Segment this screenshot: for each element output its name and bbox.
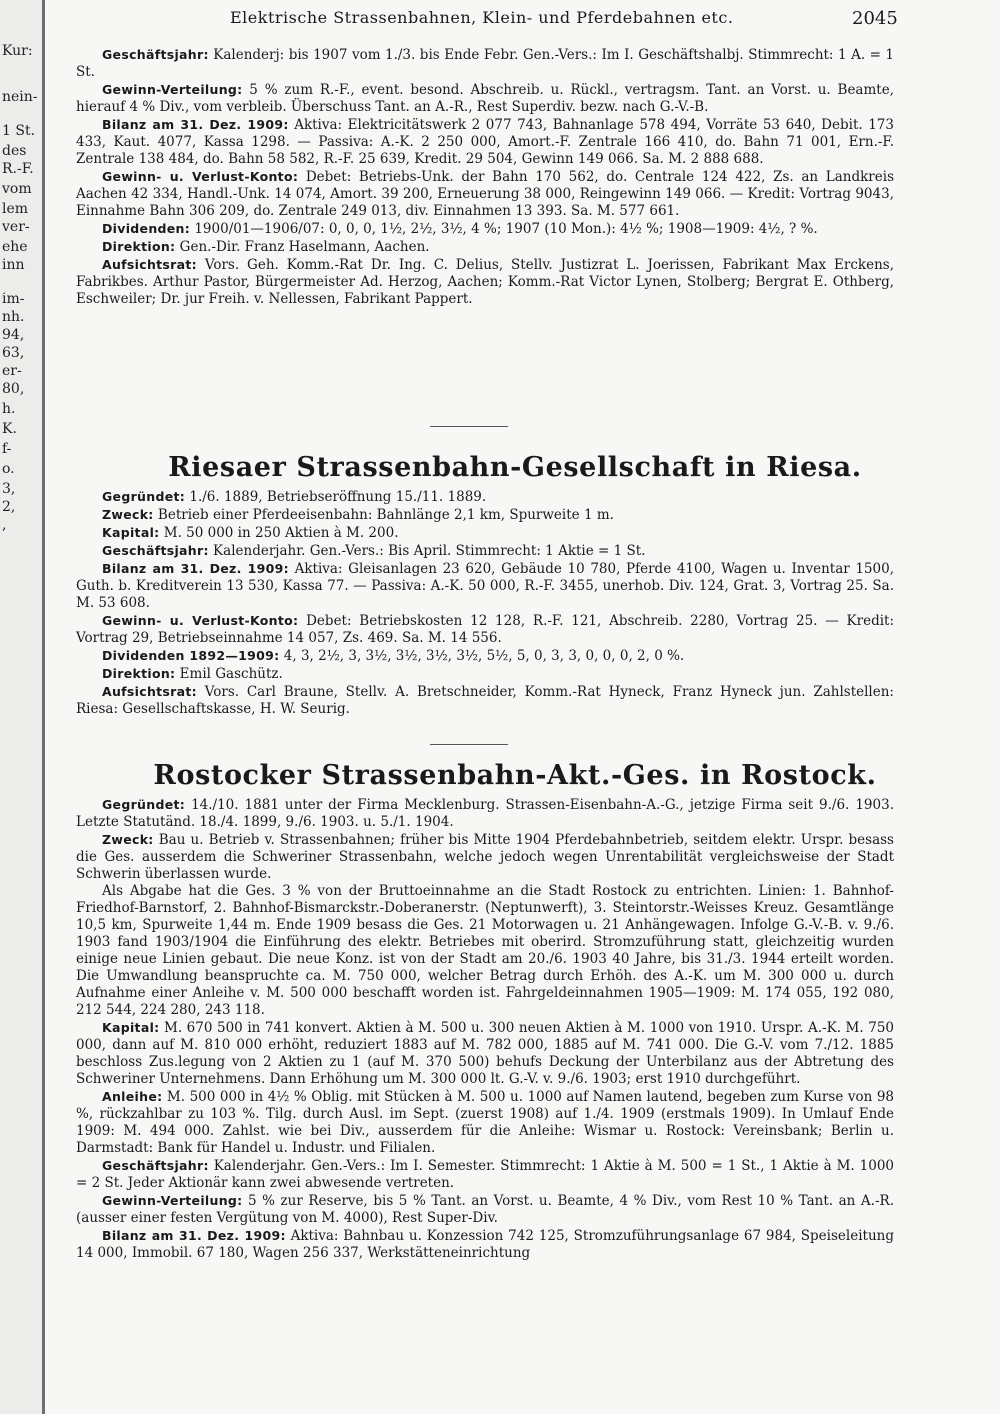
entry-paragraph bbox=[76, 683, 894, 718]
entry-label: Gewinn-Verteilung: bbox=[102, 82, 243, 97]
margin-fragment: des bbox=[2, 143, 27, 159]
entry-paragraph bbox=[76, 1088, 894, 1157]
margin-fragment: er- bbox=[2, 363, 22, 379]
company-title-riesa-text: Riesaer Strassenbahn-Gesellschaft in Riesa. bbox=[168, 452, 862, 483]
entry-label: Direktion: bbox=[102, 239, 176, 254]
entry-text: Aktiva: Gleisanlagen 23 620, Gebäude 10 780, Pferde 4100, Wagen u. Inventar 1500, Guth. b. Kreditverein 13 530, Kassa 77. — Passiva: A.-K. 50 000, R.-F. 3455, unerhob. Div. 124, Grat. 3, Vortrag 25. Sa. M. 53 608. bbox=[76, 561, 894, 611]
section-rostock bbox=[76, 796, 894, 1262]
entry-paragraph bbox=[76, 220, 894, 238]
entry-text: Debet: Betriebs-Unk. der Bahn 170 562, do. Centrale 124 422, Zs. an Landkreis Aachen 42 334, Handl.-Unk. 14 074, Amort. 39 200, Erneuerung 38 000, Reingewinn 149 066. — Kredit: Vortrag 9043, Einnahme Bahn 306 209, do. Zentrale 249 013, div. Einnahmen 13 393. Sa. M. 577 661. bbox=[76, 169, 895, 219]
entry-text: M. 500 000 in 4½ % Oblig. mit Stücken à M. 500 u. 1000 auf Namen lautend, begeben zum Kurse von 98 %, rückzahlbar zu 103 %. Tilg. durch Ausl. im Sept. (zuerst 1908) auf 1./4. 1909 (erstmals 1909). In Umlauf Ende 1909: M. 494 000. Zahlst. wie bei Div., ausserdem für die Anleihe: Wismar u. Rostock: Vereinsbank; Berlin u. Darmstadt: Bank für Handel u. Industr. und Filialen. bbox=[76, 1089, 894, 1156]
entry-paragraph bbox=[76, 116, 894, 168]
entry-text: Kalenderjahr. Gen.-Vers.: Im I. Semester. Stimmrecht: 1 Aktie à M. 500 = 1 St., 1 Aktie à M. 1000 = 2 St. Jeder Aktionär kann zwei abwesende vertreten. bbox=[76, 1158, 894, 1191]
entry-text: Kalenderjahr. Gen.-Vers.: Bis April. Stimmrecht: 1 Aktie = 1 St. bbox=[208, 543, 646, 559]
entry-text: 1900/01—1906/07: 0, 0, 0, 1½, 2½, 3½, 4 %; 1907 (10 Mon.): 4½ %; 1908—1909: 4½, ? %. bbox=[190, 221, 818, 237]
margin-fragment: nein- bbox=[2, 89, 38, 105]
entry-label: Direktion: bbox=[102, 666, 176, 681]
entry-paragraph bbox=[76, 542, 894, 560]
section-riesa bbox=[76, 488, 894, 718]
entry-label: Aufsichtsrat: bbox=[102, 684, 197, 699]
margin-fragment: , bbox=[2, 517, 7, 533]
entry-paragraph bbox=[76, 1157, 894, 1192]
entry-paragraph bbox=[76, 560, 894, 612]
margin-fragment: 94, bbox=[2, 327, 25, 343]
entry-label: Zweck: bbox=[102, 507, 154, 522]
margin-fragment: im- bbox=[2, 291, 25, 307]
entry-paragraph bbox=[76, 488, 894, 506]
entry-label: Geschäftsjahr: bbox=[102, 47, 209, 62]
entry-paragraph bbox=[76, 1227, 894, 1262]
entry-text: M. 670 500 in 741 konvert. Aktien à M. 500 u. 300 neuen Aktien à M. 1000 von 1910. Urspr. A.-K. M. 750 000, dann auf M. 810 000 erhöht, reduziert 1883 auf M. 782 000, 1885 auf M. 741 000. Die G.-V. vom 7./12. 1885 beschloss Zus.legung von 2 Aktien zu 1 (auf M. 370 500) behufs Deckung der Unterbilanz aus der Abtretung des Schweriner Unternehmens. Dann Erhöhung um M. 300 000 lt. G.-V. v. 9./6. 1903; erst 1910 durchgeführt. bbox=[76, 1020, 894, 1087]
section-divider bbox=[430, 744, 508, 745]
entry-text: 14./10. 1881 unter der Firma Mecklenburg. Strassen-Eisenbahn-A.-G., jetzige Firma seit 9./6. 1903. Letzte Statutänd. 18./4. 1899, 9./6. 1903. u. 5./1. 1904. bbox=[76, 797, 894, 830]
entry-paragraph bbox=[76, 612, 894, 647]
entry-paragraph bbox=[76, 168, 894, 220]
entry-text: Aktiva: Elektricitätswerk 2 077 743, Bahnanlage 578 494, Vorräte 53 640, Debit. 173 433, Kaut. 4077, Kassa 1298. — Passiva: A.-K. 2 250 000, Amort.-F. Zentrale 166 410, do. Bahn 71 001, Ern.-F. Zentrale 138 484, do. Bahn 58 582, R.-F. 25 639, Kredit. 29 504, Gewinn 149 066. Sa. M. 2 888 688. bbox=[76, 117, 894, 167]
margin-fragment: 1 St. bbox=[2, 123, 36, 139]
entry-label: Bilanz am 31. Dez. 1909: bbox=[102, 1228, 286, 1243]
margin-fragment: h. bbox=[2, 401, 16, 417]
margin-fragment: 3, bbox=[2, 481, 16, 497]
margin-fragment: R.-F. bbox=[2, 161, 34, 177]
entry-text: 4, 3, 2½, 3, 3½, 3½, 3½, 3½, 5½, 5, 0, 3, 3, 0, 0, 0, 2, 0 %. bbox=[279, 648, 685, 664]
entry-paragraph bbox=[76, 506, 894, 524]
company-title-rostock bbox=[0, 760, 1000, 791]
company-title-riesa bbox=[0, 452, 1000, 483]
entry-paragraph bbox=[76, 647, 894, 665]
company-title-rostock-text: Rostocker Strassenbahn-Akt.-Ges. in Rostock. bbox=[153, 760, 877, 791]
entry-paragraph bbox=[76, 796, 894, 831]
entry-label: Anleihe: bbox=[102, 1089, 163, 1104]
entry-paragraph bbox=[76, 1019, 894, 1088]
section-divider bbox=[430, 426, 508, 427]
entry-text: Betrieb einer Pferdeeisenbahn: Bahnlänge 2,1 km, Spurweite 1 m. bbox=[153, 507, 614, 523]
entry-label: Geschäftsjahr: bbox=[102, 543, 209, 558]
entry-paragraph bbox=[76, 665, 894, 683]
margin-fragment: ehe bbox=[2, 239, 28, 255]
entry-text: Als Abgabe hat die Ges. 3 % von der Bruttoeinnahme an die Stadt Rostock zu entrichten. Linien: 1. Bahnhof-Friedhof-Barnstorf, 2. Bahnhof-Bismarckstr.-Doberanerstr. (Neptunwerft), 3. Steintorstr.-Weisses Kreuz. Gesamtlänge 10,5 km, Spurweite 1,44 m. Ende 1909 besass die Ges. 21 Motorwagen u. 21 Anhängewagen. Infolge G.-V.-B. v. 9./6. 1903 fand 1903/1904 die Einführung des elektr. Betriebes mit oberird. Stromzuführung statt, gleichzeitig wurden einige neue Linien gebaut. Die neue Konz. ist von der Stadt am 20./6. 1903 40 Jahre, bis 31./3. 1944 erteilt worden. Die Umwandlung beanspruchte ca. M. 750 000, welcher Betrag durch Erhöh. des A.-K. um M. 300 000 u. durch Aufnahme einer Anleihe v. M. 500 000 beschafft worden ist. Fahrgeldeinnahmen 1905—1909: M. 174 055, 192 080, 212 544, 224 280, 243 118. bbox=[76, 883, 894, 1018]
entry-label: Zweck: bbox=[102, 832, 154, 847]
adjacent-page-edge bbox=[0, 0, 45, 1414]
margin-fragment: o. bbox=[2, 461, 15, 477]
section-aachen-continuation bbox=[76, 46, 894, 308]
entry-text: Aktiva: Bahnbau u. Konzession 742 125, Stromzuführungsanlage 67 984, Speiseleitung 14 000, Immobil. 67 180, Wagen 256 337, Werkstätteneinrichtung bbox=[76, 1228, 894, 1261]
margin-fragment: vom bbox=[2, 181, 32, 197]
entry-paragraph bbox=[76, 46, 894, 81]
entry-text: Kalenderj: bis 1907 vom 1./3. bis Ende Febr. Gen.-Vers.: Im I. Geschäftshalbj. Stimmrecht: 1 A. = 1 St. bbox=[76, 47, 894, 80]
entry-paragraph bbox=[76, 256, 894, 308]
margin-fragment: lem bbox=[2, 201, 29, 217]
entry-text: 5 % zur Reserve, bis 5 % Tant. an Vorst. u. Beamte, 4 % Div., vom Rest 10 % Tant. an A.-R. (ausser einer festen Vergütung von M. 4000), Rest Super-Div. bbox=[76, 1193, 894, 1226]
entry-text: M. 50 000 in 250 Aktien à M. 200. bbox=[159, 525, 399, 541]
margin-fragment: ver- bbox=[2, 219, 30, 235]
entry-text: 1./6. 1889, Betriebseröffnung 15./11. 1889. bbox=[185, 489, 487, 505]
entry-label: Kapital: bbox=[102, 1020, 160, 1035]
entry-text: 5 % zum R.-F., event. besond. Abschreib. u. Rückl., vertragsm. Tant. an Vorst. u. Beamte, hierauf 4 % Div., vom verbleib. Überschuss Tant. an A.-R., Rest Superdiv. bezw. nach G.-V.-B. bbox=[76, 82, 894, 115]
margin-fragment: 80, bbox=[2, 381, 25, 397]
entry-text: Vors. Geh. Komm.-Rat Dr. Ing. C. Delius, Stellv. Justizrat L. Joerissen, Fabrikant Max Erckens, Fabrikbes. Arthur Pastor, Bürgermeister Ad. Herzog, Aachen; Komm.-Rat Victor Lynen, Stolberg; Bergrat E. Othberg, Eschweiler; Dr. jur Freih. v. Nellessen, Fabrikant Pappert. bbox=[76, 257, 894, 307]
entry-paragraph bbox=[76, 81, 894, 116]
entry-label: Gegründet: bbox=[102, 797, 186, 812]
entry-paragraph bbox=[76, 883, 894, 1019]
entry-label: Dividenden 1892—1909: bbox=[102, 648, 280, 663]
margin-fragment: 2, bbox=[2, 499, 16, 515]
margin-fragment: nh. bbox=[2, 309, 25, 325]
entry-paragraph bbox=[76, 831, 894, 883]
entry-label: Kapital: bbox=[102, 525, 160, 540]
entry-label: Gewinn-Verteilung: bbox=[102, 1193, 243, 1208]
entry-label: Bilanz am 31. Dez. 1909: bbox=[102, 117, 289, 132]
entry-text: Bau u. Betrieb v. Strassenbahnen; früher bis Mitte 1904 Pferdebahnbetrieb, seitdem elektr. Urspr. besass die Ges. ausserdem die Schweriner Strassenbahn, welche jedoch wegen Unrentabilität vergleichsweise der Stadt Schwerin überlassen wurde. bbox=[76, 832, 894, 882]
margin-fragment: 63, bbox=[2, 345, 25, 361]
entry-text: Debet: Betriebskosten 12 128, R.-F. 121, Abschreib. 2280, Vortrag 25. — Kredit: Vortrag 29, Betriebseinnahme 14 057, Zs. 469. Sa. M. 14 556. bbox=[76, 613, 895, 646]
margin-fragment: K. bbox=[2, 421, 17, 437]
page-number: 2045 bbox=[852, 8, 898, 29]
entry-label: Gegründet: bbox=[102, 489, 186, 504]
entry-paragraph bbox=[76, 1192, 894, 1227]
entry-paragraph bbox=[76, 524, 894, 542]
entry-text: Vors. Carl Braune, Stellv. A. Bretschneider, Komm.-Rat Hyneck, Franz Hyneck jun. Zahlstellen: Riesa: Gesellschaftskasse, H. W. Seurig. bbox=[76, 684, 894, 717]
margin-fragment: Kur: bbox=[2, 43, 33, 59]
entry-label: Gewinn- u. Verlust-Konto: bbox=[102, 613, 299, 628]
entry-label: Bilanz am 31. Dez. 1909: bbox=[102, 561, 289, 576]
margin-fragment: f- bbox=[2, 441, 12, 457]
margin-fragment: inn bbox=[2, 257, 25, 273]
entry-text: Emil Gaschütz. bbox=[175, 666, 283, 682]
entry-paragraph bbox=[76, 238, 894, 256]
entry-text: Gen.-Dir. Franz Haselmann, Aachen. bbox=[175, 239, 430, 255]
entry-label: Gewinn- u. Verlust-Konto: bbox=[102, 169, 299, 184]
running-title: Elektrische Strassenbahnen, Klein- und Pferdebahnen etc. bbox=[230, 8, 734, 27]
entry-label: Geschäftsjahr: bbox=[102, 1158, 209, 1173]
entry-label: Dividenden: bbox=[102, 221, 191, 236]
entry-label: Aufsichtsrat: bbox=[102, 257, 197, 272]
